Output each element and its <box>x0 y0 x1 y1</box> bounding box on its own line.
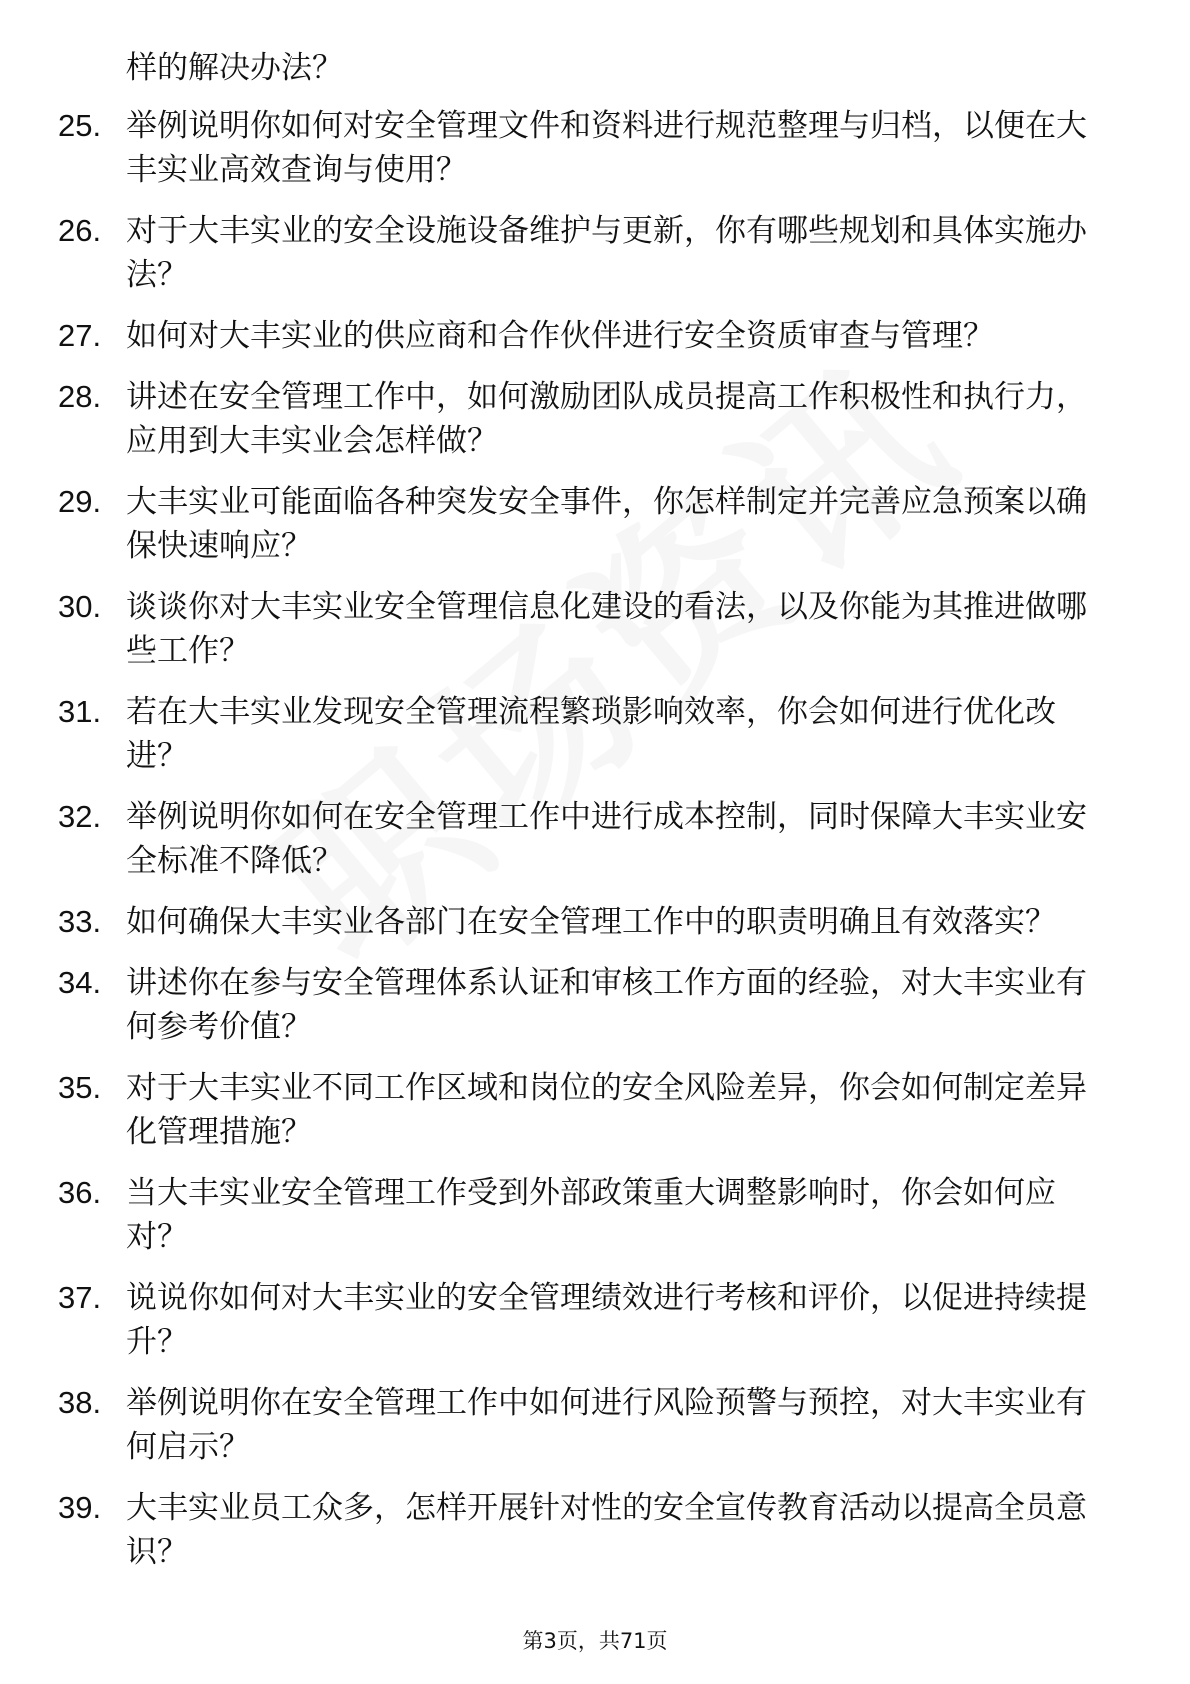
question-text: 说说你如何对大丰实业的安全管理绩效进行考核和评价，以促进持续提升？ <box>126 1280 1087 1360</box>
question-text: 大丰实业可能面临各种突发安全事件，你怎样制定并完善应急预案以确保快速响应？ <box>126 484 1087 564</box>
question-number: 28. <box>58 379 102 414</box>
question-text: 谈谈你对大丰实业安全管理信息化建设的看法，以及你能为其推进做哪些工作？ <box>126 589 1087 669</box>
question-number: 34. <box>58 965 102 1000</box>
list-item <box>0 480 1116 568</box>
list-item <box>0 900 1116 944</box>
question-list <box>0 104 1190 1591</box>
list-item <box>0 375 1116 463</box>
question-text: 当大丰实业安全管理工作受到外部政策重大调整影响时，你会如何应对？ <box>126 1175 1056 1255</box>
question-number: 36. <box>58 1175 102 1210</box>
list-item <box>0 585 1116 673</box>
list-item <box>0 690 1116 778</box>
question-number: 25. <box>58 108 102 143</box>
continued-question-text: 样的解决办法？ <box>126 50 343 86</box>
list-item <box>0 795 1116 883</box>
question-number: 33. <box>58 904 102 939</box>
list-item <box>0 209 1116 297</box>
question-text: 举例说明你如何在安全管理工作中进行成本控制，同时保障大丰实业安全标准不降低？ <box>126 799 1087 879</box>
question-text: 大丰实业员工众多，怎样开展针对性的安全宣传教育活动以提高全员意识？ <box>126 1490 1087 1570</box>
question-text: 如何对大丰实业的供应商和合作伙伴进行安全资质审查与管理？ <box>126 318 994 354</box>
question-number: 39. <box>58 1490 102 1525</box>
list-item <box>0 314 1116 358</box>
list-item <box>0 1276 1116 1364</box>
question-text: 讲述在安全管理工作中，如何激励团队成员提高工作积极性和执行力，应用到大丰实业会怎样做？ <box>126 379 1087 459</box>
list-item <box>0 1066 1116 1154</box>
question-text: 讲述你在参与安全管理体系认证和审核工作方面的经验，对大丰实业有何参考价值？ <box>126 965 1087 1045</box>
question-number: 37. <box>58 1280 102 1315</box>
question-number: 29. <box>58 484 102 519</box>
question-number: 27. <box>58 318 102 353</box>
list-item <box>0 1381 1116 1469</box>
list-item <box>0 104 1116 192</box>
question-text: 举例说明你如何对安全管理文件和资料进行规范整理与归档，以便在大丰实业高效查询与使用？ <box>126 108 1087 188</box>
question-text: 举例说明你在安全管理工作中如何进行风险预警与预控，对大丰实业有何启示？ <box>126 1385 1087 1465</box>
question-number: 32. <box>58 799 102 834</box>
question-number: 26. <box>58 213 102 248</box>
question-number: 30. <box>58 589 102 624</box>
question-text: 对于大丰实业的安全设施设备维护与更新，你有哪些规划和具体实施办法？ <box>126 213 1087 293</box>
question-number: 35. <box>58 1070 102 1105</box>
question-text: 若在大丰实业发现安全管理流程繁琐影响效率，你会如何进行优化改进？ <box>126 694 1056 774</box>
list-item <box>0 1486 1116 1574</box>
list-item <box>0 961 1116 1049</box>
question-number: 31. <box>58 694 102 729</box>
list-item <box>0 1171 1116 1259</box>
question-text: 如何确保大丰实业各部门在安全管理工作中的职责明确且有效落实？ <box>126 904 1056 940</box>
question-number: 38. <box>58 1385 102 1420</box>
question-text: 对于大丰实业不同工作区域和岗位的安全风险差异，你会如何制定差异化管理措施？ <box>126 1070 1087 1150</box>
page-number-footer: 第3页，共71页 <box>522 1629 668 1653</box>
